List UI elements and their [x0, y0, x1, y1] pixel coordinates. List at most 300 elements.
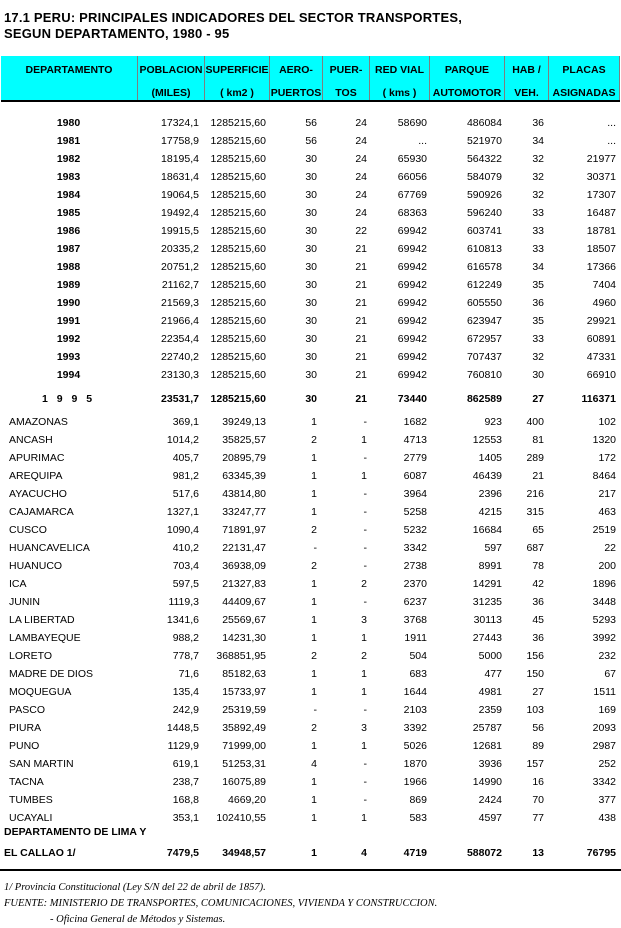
table-cell: 4597	[478, 812, 502, 824]
table-cell: 25787	[472, 722, 502, 734]
table-cell: -	[363, 560, 367, 572]
row-label: AYACUCHO	[9, 488, 67, 500]
table-cell: 39249,13	[222, 416, 266, 428]
table-cell: 16075,89	[222, 776, 266, 788]
table-cell: 156	[526, 650, 544, 662]
table-cell: 368851,95	[216, 650, 266, 662]
table-cell: 1285215,60	[210, 243, 266, 255]
table-cell: -	[363, 794, 367, 806]
table-cell: 56	[305, 135, 317, 147]
table-cell: 45	[532, 614, 544, 626]
table-cell: 2	[311, 560, 317, 572]
table-cell: 1511	[593, 686, 616, 698]
table-cell: 30	[305, 393, 317, 405]
table-cell: 1285215,60	[210, 207, 266, 219]
table-cell: 33	[532, 333, 544, 345]
table-cell: 32	[532, 351, 544, 363]
header-label: PLACAS	[562, 64, 606, 76]
header-sublabel: ( kms )	[382, 87, 417, 99]
total-row	[0, 390, 621, 408]
header-col-3	[270, 56, 323, 100]
table-cell: 24	[355, 135, 367, 147]
table-cell: 43814,80	[222, 488, 266, 500]
row-label: CUSCO	[9, 524, 47, 536]
table-cell: 30	[305, 207, 317, 219]
table-cell: 1285215,60	[210, 351, 266, 363]
table-cell: 35	[532, 315, 544, 327]
source-note: FUENTE: MINISTERIO DE TRANSPORTES, COMUNICACIONES, VIVIENDA Y CONSTRUCCION.	[4, 898, 438, 909]
year-row	[0, 258, 621, 276]
table-cell: 1	[311, 794, 317, 806]
department-row	[0, 719, 621, 737]
row-label: CAJAMARCA	[9, 506, 74, 518]
table-cell: 157	[526, 758, 544, 770]
footnote-1: 1/ Provincia Constitucional (Ley S/N del 22 de abril de 1857).	[4, 882, 266, 893]
table-cell: 21	[532, 470, 544, 482]
year-row	[0, 132, 621, 150]
table-cell: 12553	[472, 434, 502, 446]
table-cell: 36	[532, 117, 544, 129]
table-cell: 33	[532, 225, 544, 237]
table-cell: 4719	[403, 847, 427, 859]
table-cell: 22354,4	[161, 333, 199, 345]
lima-row	[0, 844, 621, 862]
table-cell: 17366	[586, 261, 616, 273]
row-label: EL CALLAO 1/	[4, 847, 76, 859]
table-cell: 2	[361, 650, 367, 662]
table-cell: 8464	[592, 470, 616, 482]
table-cell: 981,2	[172, 470, 199, 482]
table-cell: 1285215,60	[210, 393, 266, 405]
table-cell: 69942	[397, 369, 427, 381]
header-sublabel: ( km2 )	[220, 87, 254, 99]
table-cell: 238,7	[172, 776, 199, 788]
table-cell: 6237	[403, 596, 427, 608]
table-cell: 200	[598, 560, 616, 572]
table-cell: 377	[598, 794, 616, 806]
table-cell: 1	[311, 812, 317, 824]
table-cell: 16487	[586, 207, 616, 219]
table-cell: 22	[604, 542, 616, 554]
table-cell: 6087	[403, 470, 427, 482]
table-cell: 78	[532, 560, 544, 572]
table-cell: 19915,5	[161, 225, 199, 237]
table-cell: 1119,3	[168, 596, 199, 608]
table-cell: 13	[532, 847, 544, 859]
table-cell: -	[363, 542, 367, 554]
table-cell: 71,6	[178, 668, 199, 680]
table-cell: 5232	[403, 524, 427, 536]
table-cell: 1	[311, 740, 317, 752]
table-cell: 69942	[397, 279, 427, 291]
table-cell: 30	[305, 279, 317, 291]
row-label: 1987	[56, 243, 81, 255]
row-label: LORETO	[9, 650, 52, 662]
department-row	[0, 557, 621, 575]
table-cell: 2738	[403, 560, 427, 572]
table-cell: 1	[361, 434, 367, 446]
table-cell: 486084	[466, 117, 502, 129]
lima-label-line-1: DEPARTAMENTO DE LIMA Y	[4, 826, 147, 838]
header-sublabel: (MILES)	[151, 87, 191, 99]
table-cell: 116371	[581, 393, 616, 405]
table-cell: 65	[532, 524, 544, 536]
table-cell: 73440	[397, 393, 427, 405]
table-cell: 1	[311, 686, 317, 698]
header-sublabel: PUERTOS	[270, 87, 322, 99]
table-cell: 353,1	[172, 812, 199, 824]
department-row	[0, 701, 621, 719]
row-label: LA LIBERTAD	[9, 614, 75, 626]
table-cell: 22	[355, 225, 367, 237]
table-cell: 760810	[466, 369, 502, 381]
table-cell: 1	[311, 668, 317, 680]
title-line-2: SEGUN DEPARTAMENTO, 1980 - 95	[4, 26, 230, 41]
department-row	[0, 629, 621, 647]
header-col-8	[549, 56, 620, 100]
table-cell: 2424	[478, 794, 502, 806]
footnotes	[4, 880, 616, 928]
table-cell: 16684	[472, 524, 502, 536]
row-label: SAN MARTIN	[9, 758, 74, 770]
header-col-1	[138, 56, 205, 100]
table-cell: 21162,7	[161, 279, 199, 291]
row-label: TACNA	[9, 776, 44, 788]
table-cell: 65930	[397, 153, 427, 165]
table-cell: 4	[361, 847, 367, 859]
table-cell: 1	[311, 470, 317, 482]
table-cell: 71999,00	[222, 740, 266, 752]
table-cell: 1320	[592, 434, 616, 446]
table-cell: 67769	[397, 189, 427, 201]
table-cell: 21966,4	[161, 315, 199, 327]
table-cell: 36	[532, 596, 544, 608]
table-cell: 1	[361, 812, 367, 824]
table-cell: 1911	[404, 632, 427, 644]
header-label: AERO-	[279, 64, 313, 76]
table-cell: -	[363, 488, 367, 500]
table-cell: 102410,55	[216, 812, 266, 824]
table-cell: 69942	[397, 333, 427, 345]
table-cell: 2779	[403, 452, 427, 464]
table-cell: 5258	[403, 506, 427, 518]
department-row	[0, 647, 621, 665]
table-cell: 583	[409, 812, 427, 824]
table-cell: -	[313, 542, 317, 554]
table-cell: 68363	[397, 207, 427, 219]
table-cell: 597	[484, 542, 502, 554]
table-cell: 20751,2	[161, 261, 199, 273]
table-cell: 1	[311, 416, 317, 428]
table-cell: 438	[598, 812, 616, 824]
table-cell: 30	[305, 297, 317, 309]
table-cell: 31235	[472, 596, 502, 608]
row-label: MOQUEGUA	[9, 686, 72, 698]
source-office: - Oficina General de Métodos y Sistemas.	[50, 914, 226, 925]
table-cell: 4	[311, 758, 317, 770]
table-cell: 47331	[586, 351, 616, 363]
table-cell: 4981	[478, 686, 502, 698]
table-cell: 1129,9	[167, 740, 199, 752]
table-cell: 1341,6	[166, 614, 199, 626]
table-cell: 2093	[592, 722, 616, 734]
table-cell: 21977	[586, 153, 616, 165]
table-cell: 1327,1	[166, 506, 199, 518]
table-cell: 24	[355, 189, 367, 201]
row-label: 1984	[56, 189, 81, 201]
table-cell: 89	[532, 740, 544, 752]
department-row	[0, 737, 621, 755]
table-cell: 672957	[466, 333, 502, 345]
table-cell: 4215	[478, 506, 502, 518]
year-row	[0, 312, 621, 330]
header-sublabel: VEH.	[514, 87, 539, 99]
table-cell: 3342	[403, 542, 427, 554]
header-col-2	[205, 56, 270, 100]
table-cell: 24	[355, 207, 367, 219]
table-cell: 34948,57	[222, 847, 266, 859]
table-cell: 169	[598, 704, 616, 716]
year-row	[0, 294, 621, 312]
row-label: LAMBAYEQUE	[9, 632, 81, 644]
table-cell: 707437	[466, 351, 502, 363]
table-cell: 1	[311, 847, 317, 859]
table-cell: 69942	[397, 225, 427, 237]
table-cell: 35	[532, 279, 544, 291]
department-row	[0, 773, 621, 791]
table-cell: 23130,3	[161, 369, 199, 381]
title-line-1: 17.1 PERU: PRINCIPALES INDICADORES DEL SECTOR TRANSPORTES,	[4, 10, 463, 25]
table-cell: 135,4	[172, 686, 199, 698]
table-cell: 410,2	[172, 542, 199, 554]
table-cell: 4669,20	[228, 794, 266, 806]
table-cell: 612249	[466, 279, 502, 291]
table-cell: 33	[532, 243, 544, 255]
row-label: ICA	[9, 578, 27, 590]
table-cell: 69942	[397, 243, 427, 255]
department-row	[0, 413, 621, 431]
table-cell: 252	[598, 758, 616, 770]
table-cell: 1285215,60	[210, 369, 266, 381]
table-cell: 35825,57	[222, 434, 266, 446]
department-row	[0, 467, 621, 485]
row-label: JUNIN	[9, 596, 40, 608]
table-cell: 315	[526, 506, 544, 518]
table-cell: 588072	[466, 847, 502, 859]
table-cell: 623947	[466, 315, 502, 327]
table-cell: 1	[311, 632, 317, 644]
table-cell: 24	[355, 171, 367, 183]
table-cell: 1285215,60	[210, 171, 266, 183]
table-cell: 30	[305, 243, 317, 255]
table-cell: 30	[305, 189, 317, 201]
row-label: 1980	[56, 117, 81, 129]
table-cell: 21	[355, 297, 367, 309]
header-label: PUER-	[329, 64, 363, 76]
table-cell: 2370	[403, 578, 427, 590]
table-cell: 8991	[478, 560, 502, 572]
table-cell: 1682	[403, 416, 427, 428]
table-cell: 1	[311, 452, 317, 464]
table-cell: 1405	[478, 452, 502, 464]
table-cell: 18631,4	[161, 171, 199, 183]
row-label: 1983	[56, 171, 81, 183]
department-row	[0, 521, 621, 539]
table-cell: 168,8	[172, 794, 199, 806]
table-cell: 21	[355, 243, 367, 255]
department-row	[0, 665, 621, 683]
table-cell: 4713	[403, 434, 427, 446]
table-cell: 5026	[403, 740, 427, 752]
header-col-5	[370, 56, 430, 100]
header-label: RED VIAL	[374, 64, 424, 76]
table-cell: 30	[305, 369, 317, 381]
table-cell: 56	[532, 722, 544, 734]
department-row	[0, 539, 621, 557]
table-cell: 103	[526, 704, 544, 716]
table-cell: 17758,9	[161, 135, 199, 147]
table-cell: 3992	[592, 632, 616, 644]
header-label: HAB /	[512, 64, 541, 76]
table-cell: 597,5	[172, 578, 199, 590]
table-cell: 21	[355, 333, 367, 345]
table-cell: 21	[355, 369, 367, 381]
table-cell: 69942	[397, 297, 427, 309]
row-label: 1 9 9 5	[41, 393, 96, 405]
table-cell: 33	[532, 207, 544, 219]
table-cell: 14990	[472, 776, 502, 788]
table-cell: 21569,3	[161, 297, 199, 309]
table-cell: 703,4	[172, 560, 199, 572]
table-cell: 56	[305, 117, 317, 129]
row-label: APURIMAC	[9, 452, 65, 464]
row-label: 1993	[56, 351, 81, 363]
table-cell: 20895,79	[222, 452, 266, 464]
table-cell: 610813	[466, 243, 502, 255]
table-cell: 521970	[466, 135, 502, 147]
table-cell: 21	[355, 351, 367, 363]
table-cell: 2359	[478, 704, 502, 716]
row-label: 1991	[56, 315, 81, 327]
table-cell: 1	[361, 632, 367, 644]
table-cell: 2	[361, 578, 367, 590]
table-cell: 3964	[403, 488, 427, 500]
table-cell: 477	[484, 668, 502, 680]
table-cell: -	[363, 776, 367, 788]
table-cell: 1285215,60	[210, 333, 266, 345]
header-col-4	[323, 56, 370, 100]
table-cell: 564322	[466, 153, 502, 165]
table-cell: 25569,67	[222, 614, 266, 626]
table-cell: ...	[607, 117, 616, 129]
table-cell: 2	[311, 650, 317, 662]
table-cell: 21	[355, 261, 367, 273]
table-cell: 584079	[466, 171, 502, 183]
table-cell: 30	[305, 225, 317, 237]
table-cell: 44409,67	[222, 596, 266, 608]
table-cell: 1285215,60	[210, 279, 266, 291]
row-label: PASCO	[9, 704, 45, 716]
table-cell: 1	[361, 740, 367, 752]
table-cell: 30	[305, 261, 317, 273]
table-cell: 24	[355, 153, 367, 165]
table-cell: 30	[305, 171, 317, 183]
year-row	[0, 330, 621, 348]
table-cell: 102	[598, 416, 616, 428]
table-cell: 1285215,60	[210, 117, 266, 129]
table-cell: 862589	[466, 393, 502, 405]
table-cell: 5293	[592, 614, 616, 626]
department-row	[0, 809, 621, 827]
table-cell: 596240	[466, 207, 502, 219]
table-cell: 463	[598, 506, 616, 518]
row-label: 1990	[56, 297, 81, 309]
department-row	[0, 431, 621, 449]
table-cell: 1	[361, 470, 367, 482]
table-cell: -	[313, 704, 317, 716]
table-cell: 172	[598, 452, 616, 464]
table-cell: 77	[532, 812, 544, 824]
table-cell: 1644	[403, 686, 427, 698]
table-cell: 67	[604, 668, 616, 680]
table-cell: 42	[532, 578, 544, 590]
table-cell: -	[363, 596, 367, 608]
table-cell: 36	[532, 297, 544, 309]
year-row	[0, 150, 621, 168]
table-cell: 32	[532, 189, 544, 201]
table-cell: -	[363, 416, 367, 428]
table-cell: 1090,4	[166, 524, 199, 536]
table-cell: 18781	[586, 225, 616, 237]
table-cell: 517,6	[172, 488, 199, 500]
row-label: 1989	[56, 279, 81, 291]
table-cell: 1	[311, 596, 317, 608]
table-cell: 21	[355, 315, 367, 327]
table-cell: 1	[311, 614, 317, 626]
table-cell: 32	[532, 153, 544, 165]
table-cell: 17307	[586, 189, 616, 201]
table-cell: 400	[526, 416, 544, 428]
table-cell: 32	[532, 171, 544, 183]
table-cell: 36	[532, 632, 544, 644]
row-label: TUMBES	[9, 794, 53, 806]
header-sublabel: AUTOMOTOR	[432, 87, 502, 99]
table-cell: -	[363, 506, 367, 518]
table-cell: 29921	[586, 315, 616, 327]
table-cell: 70	[532, 794, 544, 806]
table-cell: 27443	[472, 632, 502, 644]
table-cell: 34	[532, 261, 544, 273]
row-label: 1986	[56, 225, 81, 237]
row-label: 1992	[56, 333, 81, 345]
table-cell: 7479,5	[166, 847, 199, 859]
row-label: 1982	[56, 153, 81, 165]
table-cell: 923	[484, 416, 502, 428]
table-cell: 3342	[592, 776, 616, 788]
row-label: PIURA	[9, 722, 42, 734]
table-cell: 2	[311, 722, 317, 734]
table-cell: 81	[532, 434, 544, 446]
table-cell: 3	[361, 722, 367, 734]
year-row	[0, 168, 621, 186]
year-row	[0, 114, 621, 132]
table-cell: 778,7	[172, 650, 199, 662]
table-cell: 25319,59	[222, 704, 266, 716]
table-cell: 5000	[478, 650, 502, 662]
table-cell: 605550	[466, 297, 502, 309]
table-cell: 2	[311, 524, 317, 536]
header-label: DEPARTAMENTO	[25, 64, 113, 76]
